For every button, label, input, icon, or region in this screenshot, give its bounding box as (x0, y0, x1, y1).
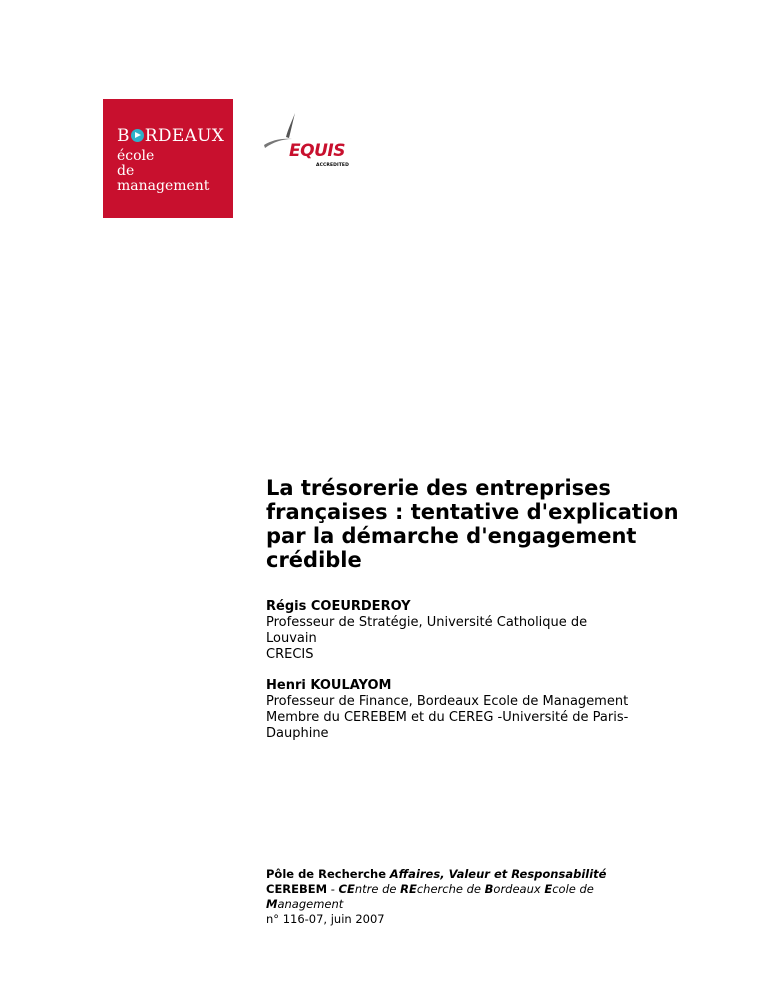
author-block-2 (266, 678, 686, 742)
author-affiliation: Professeur de Finance, Bordeaux Ecole de Management (266, 694, 629, 709)
author-affiliation: CRECIS (266, 647, 314, 662)
author-affiliation: Professeur de Stratégie, Université Catholique de (266, 615, 588, 630)
equis-accredited-label: ACCREDITED (316, 163, 349, 168)
bordeaux-subtitle: école de management (117, 148, 210, 194)
author-affiliation: Louvain (266, 631, 317, 646)
author-name: Régis COEURDEROY (266, 599, 411, 614)
bordeaux-wordmark: B RDEAUX (117, 126, 225, 146)
cerebem-line: CEREBEM - CEntre de REcherche de Bordeaux Ecole de (266, 882, 594, 896)
research-footer (266, 867, 666, 927)
cerebem-line-cont: Management (266, 897, 344, 911)
bordeaux-logo (103, 99, 233, 218)
research-pole: Pôle de Recherche Affaires, Valeur et Responsabilité (266, 867, 607, 881)
paper-title: La trésorerie des entreprises françaises : tentative d'explication par la démarche d'engagement crédible (266, 476, 679, 572)
author-affiliation: Dauphine (266, 726, 329, 741)
paper-number: n° 116-07, juin 2007 (266, 912, 385, 926)
play-icon (131, 129, 144, 142)
author-name: Henri KOULAYOM (266, 678, 392, 693)
equis-wordmark: EQUIS (289, 141, 345, 161)
author-affiliation: Membre du CEREBEM et du CEREG -Université de Paris- (266, 710, 629, 725)
author-block-1 (266, 599, 686, 663)
equis-logo (262, 111, 362, 171)
